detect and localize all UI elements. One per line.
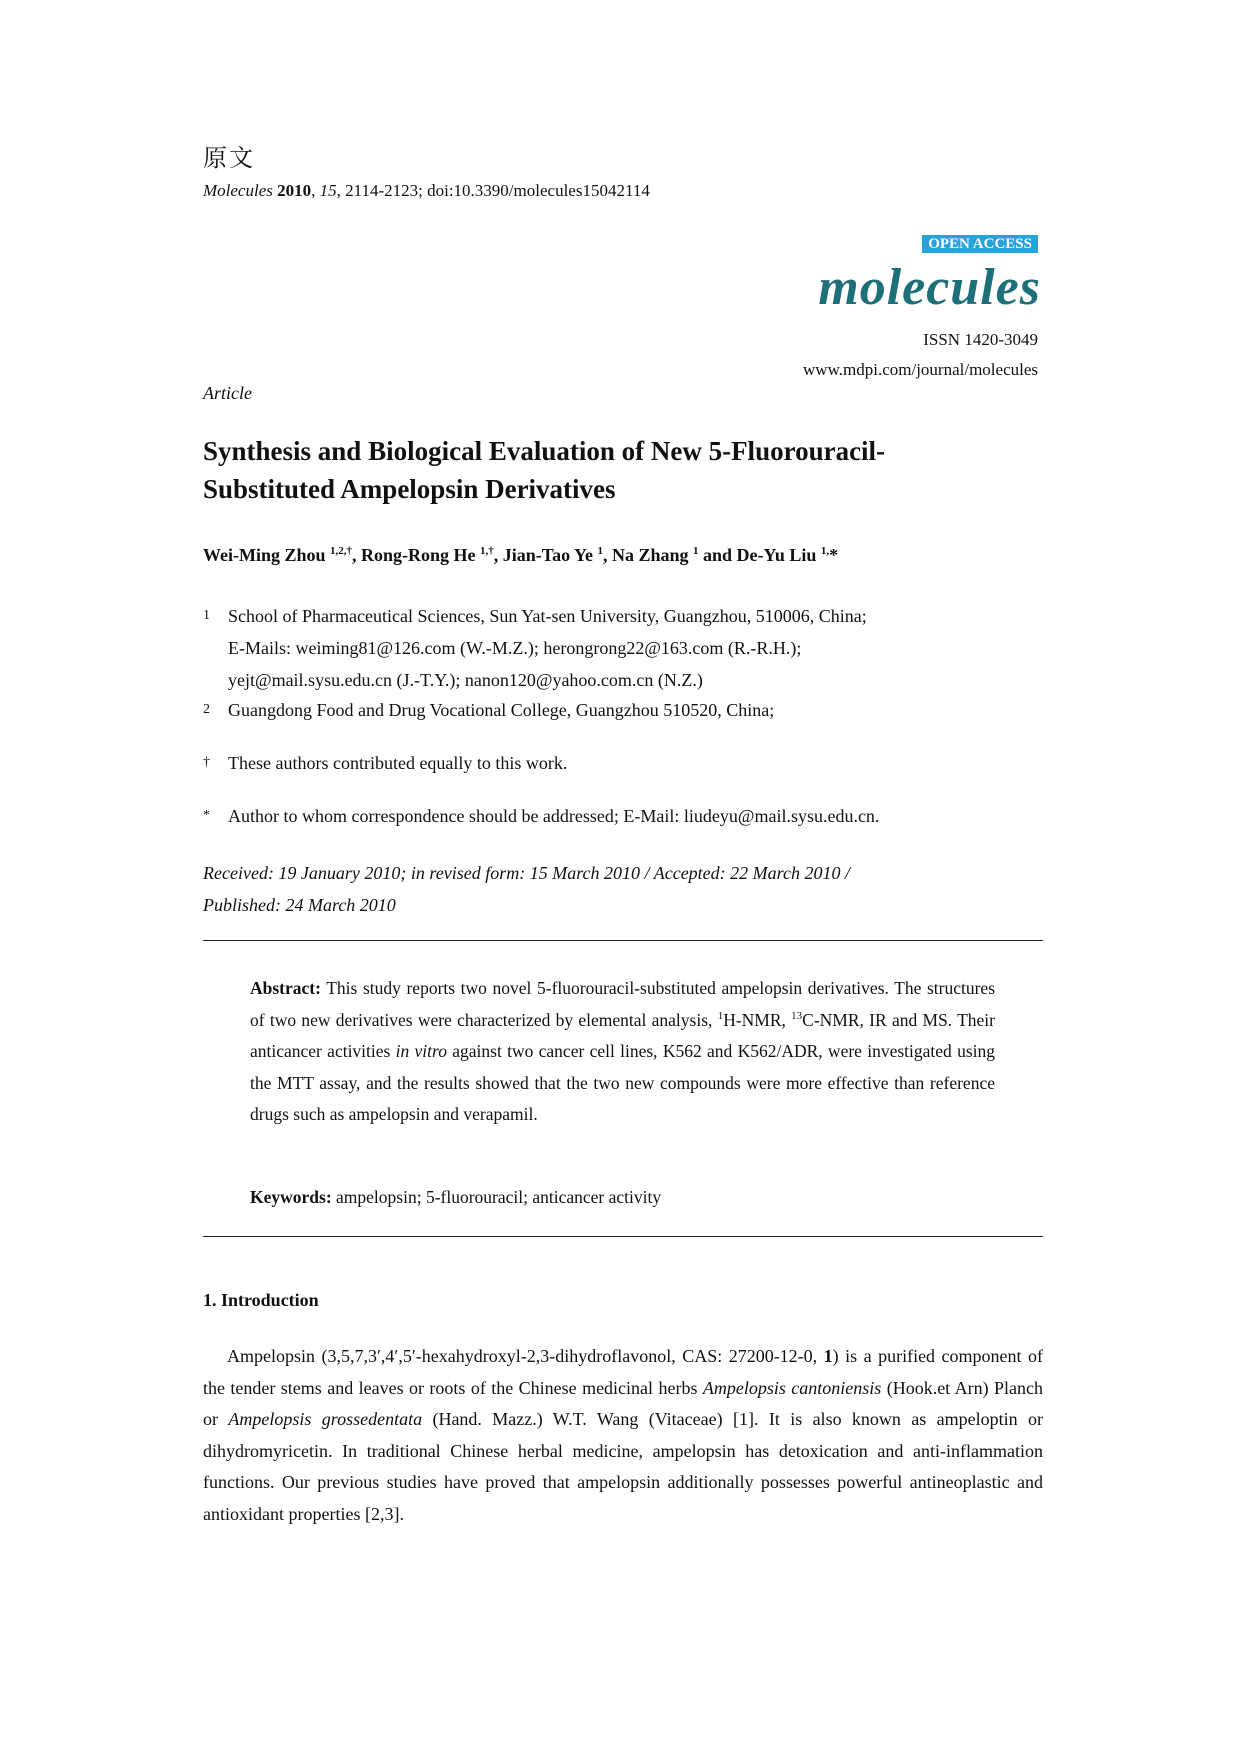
intro-text: Ampelopsin (3,5,7,3′,4′,5′-hexahydroxyl-2,3-dihydroflavonol, CAS: 27200-12-0, [227,1346,824,1366]
nmr-isotope-sup: 13 [791,1009,803,1022]
affiliation-line: School of Pharmaceutical Sciences, Sun Yat-sen University, Guangzhou, 510006, China; [228,606,867,626]
affiliation-line: E-Mails: weiming81@126.com (W.-M.Z.); herongrong22@163.com (R.-R.H.); [228,638,802,658]
author-affiliation-sup: 1,2,† [330,545,353,557]
dates-line-2: Published: 24 March 2010 [203,895,396,915]
top-label: 原文 [203,144,255,172]
author-name: De-Yu Liu [736,545,817,565]
publication-dates [203,857,1043,921]
title-line-2: Substituted Ampelopsin Derivatives [203,474,616,504]
author-name: Na Zhang [611,545,689,565]
abstract [250,973,995,1131]
abstract-italic: in vitro [395,1041,447,1061]
author-affiliation-sup: 1 [597,545,603,557]
divider-top [203,940,1043,941]
journal-info [803,325,1038,385]
abstract-text: H-NMR, [723,1009,792,1030]
section-heading-introduction: 1. Introduction [203,1290,319,1310]
citation-rest: , 2114-2123; doi:10.3390/molecules15042114 [336,181,650,200]
divider-bottom [203,1236,1043,1237]
author-separator: , [352,545,362,565]
introduction-paragraph [203,1341,1043,1530]
intro-text: (Hook.et Arn) Planch or [203,1377,1043,1429]
abstract-text: against two cancer cell lines, K562 and K562/ADR, were investigated using the MTT assay, and the results showed that the two new compounds were more effective than reference drugs such as ampelopsin and verapamil. [250,1041,995,1124]
keywords [250,1187,661,1208]
dates-line-1: Received: 19 January 2010; in revised form: 15 March 2010 / Accepted: 22 March 2010 / [203,863,850,883]
author-separator: * [829,545,839,565]
author-separator: , [493,545,503,565]
author-affiliation-sup: 1, [820,545,830,557]
article-title [203,432,1053,508]
keywords-text: ampelopsin; 5-fluorouracil; anticancer activity [331,1187,662,1207]
species-name: Ampelopsis cantoniensis [702,1377,882,1398]
affiliation-line: Guangdong Food and Drug Vocational College, Guangzhou 510520, China; [228,700,775,720]
citation-year: 2010 [277,181,312,200]
abstract-label: Abstract: [250,978,321,998]
nmr-isotope-sup: 1 [717,1009,724,1022]
article-type: Article [203,383,252,403]
author-separator: , [602,545,612,565]
affiliation-line: Author to whom correspondence should be addressed; E-Mail: liudeyu@mail.sysu.edu.cn. [228,806,880,826]
journal-url[interactable]: www.mdpi.com/journal/molecules [803,360,1038,379]
author-name: Rong-Rong He [361,545,476,565]
citation-journal: Molecules [203,181,273,200]
abstract-text: C-NMR, IR and MS. Their anticancer activities [250,1009,995,1061]
affiliation-line: These authors contributed equally to this work. [228,753,568,773]
intro-text: ) is a purified component of the tender stems and leaves or roots of the Chinese medicinal herbs [203,1346,1043,1398]
journal-logo: molecules [818,259,1041,316]
author-name: Jian-Tao Ye [502,545,593,565]
affiliation-mark: 1 [203,608,210,623]
title-line-1: Synthesis and Biological Evaluation of New 5-Fluorouracil- [203,436,886,466]
affiliation-mark: 2 [203,702,210,717]
open-access-badge: OPEN ACCESS [922,235,1038,253]
affiliation-mark: * [203,808,210,823]
author-affiliation-sup: 1 [693,545,699,557]
author-list [203,545,838,566]
issn: ISSN 1420-3049 [923,330,1038,349]
species-name: Ampelopsis grossedentata [228,1409,423,1429]
affiliation-mark: † [203,755,210,770]
citation-line: Molecules 2010, 15, 2114-2123; doi:10.3390/molecules15042114 [203,181,650,200]
keywords-label: Keywords: [250,1187,332,1207]
affiliation-line: yejt@mail.sysu.edu.cn (J.-T.Y.); nanon120@yahoo.com.cn (N.Z.) [228,670,703,690]
compound-number: 1 [823,1346,833,1366]
author-name: Wei-Ming Zhou [203,545,326,565]
intro-text: (Hand. Mazz.) W.T. Wang (Vitaceae) [1]. It is also known as ampeloptin or dihydromyricetin. In traditional Chinese herbal medicine, ampelopsin has detoxication and anti-inflammation functions. Our previous studies have proved that ampelopsin additionally possesses powerful antineoplastic and antioxidant properties [2,3]. [203,1409,1044,1524]
abstract-text: This study reports two novel 5-fluorouracil-substituted ampelopsin derivatives. The structures of two new derivatives were characterized by elemental analysis, [250,978,995,1030]
citation-volume: 15 [319,181,337,200]
author-affiliation-sup: 1,† [480,545,494,557]
author-separator: and [698,545,737,565]
